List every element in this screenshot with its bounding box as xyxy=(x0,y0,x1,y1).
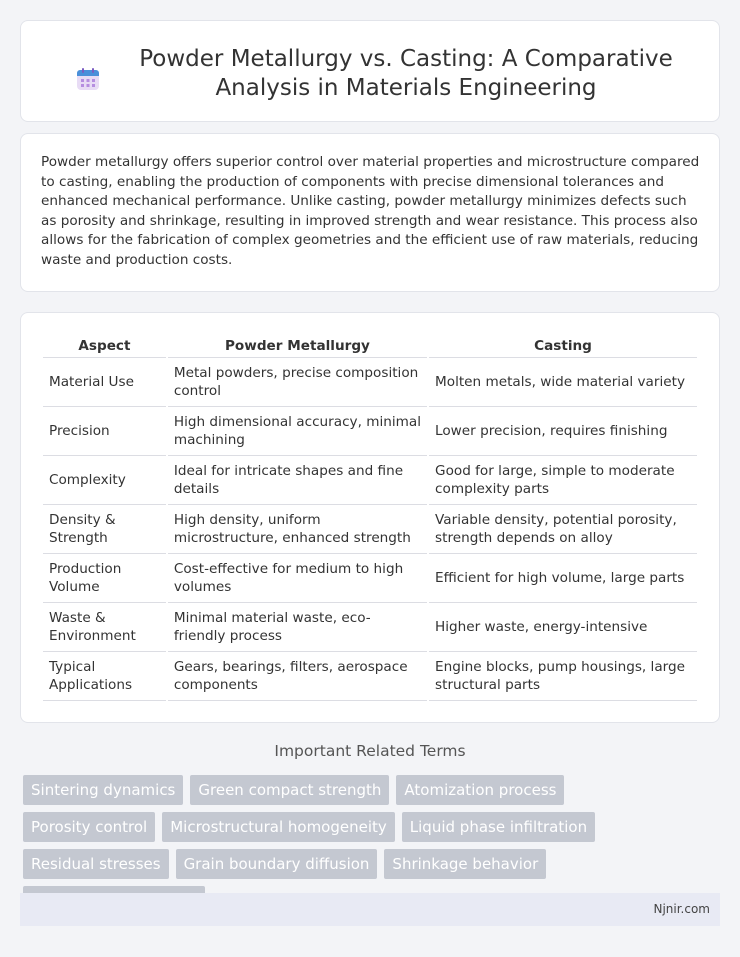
powder-metallurgy-cell: High density, uniform microstructure, enhanced strength xyxy=(168,505,427,554)
header-powder-metallurgy: Powder Metallurgy xyxy=(168,334,427,358)
footer-site-link[interactable]: Njnir.com xyxy=(653,902,710,916)
aspect-cell: Material Use xyxy=(43,358,166,407)
powder-metallurgy-cell: High dimensional accuracy, minimal machining xyxy=(168,407,427,456)
aspect-cell: Density & Strength xyxy=(43,505,166,554)
header-aspect: Aspect xyxy=(43,334,166,358)
term-tag[interactable]: Sintering dynamics xyxy=(23,775,183,805)
calendar-icon xyxy=(76,67,100,91)
aspect-cell: Waste & Environment xyxy=(43,603,166,652)
casting-cell: Lower precision, requires finishing xyxy=(429,407,697,456)
term-tag[interactable]: Green compact strength xyxy=(190,775,389,805)
casting-cell: Molten metals, wide material variety xyxy=(429,358,697,407)
footer xyxy=(20,893,720,926)
summary-paragraph: Powder metallurgy offers superior control over material properties and microstructure compared to casting, enabling the production of components with precise dimensional tolerances and enhanced mechanical performance. Unlike casting, powder metallurgy minimizes defects such as porosity and shrinkage, resulting in improved strength and wear resistance. This process also allows for the fabrication of complex geometries and the efficient use of raw materials, reducing waste and production costs. xyxy=(41,154,700,268)
table-row xyxy=(43,603,697,652)
term-tag[interactable]: Shrinkage behavior xyxy=(384,849,546,879)
table-header-row xyxy=(43,334,697,358)
table-row xyxy=(43,358,697,407)
comparison-table-card xyxy=(20,312,720,723)
term-tag[interactable]: Grain boundary diffusion xyxy=(176,849,378,879)
powder-metallurgy-cell: Gears, bearings, filters, aerospace components xyxy=(168,652,427,701)
page-title: Powder Metallurgy vs. Casting: A Comparative Analysis in Materials Engineering xyxy=(139,46,673,101)
casting-cell: Engine blocks, pump housings, large structural parts xyxy=(429,652,697,701)
casting-cell: Good for large, simple to moderate complexity parts xyxy=(429,456,697,505)
table-row xyxy=(43,505,697,554)
powder-metallurgy-cell: Metal powders, precise composition control xyxy=(168,358,427,407)
powder-metallurgy-cell: Minimal material waste, eco-friendly process xyxy=(168,603,427,652)
summary-card xyxy=(20,133,720,292)
term-tag[interactable]: Residual stresses xyxy=(23,849,169,879)
aspect-cell: Complexity xyxy=(43,456,166,505)
powder-metallurgy-cell: Ideal for intricate shapes and fine details xyxy=(168,456,427,505)
term-tag[interactable]: Microstructural homogeneity xyxy=(162,812,395,842)
comparison-table xyxy=(41,334,699,701)
aspect-cell: Typical Applications xyxy=(43,652,166,701)
aspect-cell: Precision xyxy=(43,407,166,456)
table-row xyxy=(43,652,697,701)
term-tag[interactable]: Liquid phase infiltration xyxy=(402,812,595,842)
term-tag[interactable]: Atomization process xyxy=(396,775,564,805)
casting-cell: Efficient for high volume, large parts xyxy=(429,554,697,603)
table-row xyxy=(43,407,697,456)
table-row xyxy=(43,554,697,603)
term-tag[interactable]: Porosity control xyxy=(23,812,155,842)
title-card xyxy=(20,20,720,122)
header-casting: Casting xyxy=(429,334,697,358)
aspect-cell: Production Volume xyxy=(43,554,166,603)
table-row xyxy=(43,456,697,505)
powder-metallurgy-cell: Cost-effective for medium to high volumes xyxy=(168,554,427,603)
related-terms-heading: Important Related Terms xyxy=(274,742,466,760)
casting-cell: Higher waste, energy-intensive xyxy=(429,603,697,652)
casting-cell: Variable density, potential porosity, strength depends on alloy xyxy=(429,505,697,554)
